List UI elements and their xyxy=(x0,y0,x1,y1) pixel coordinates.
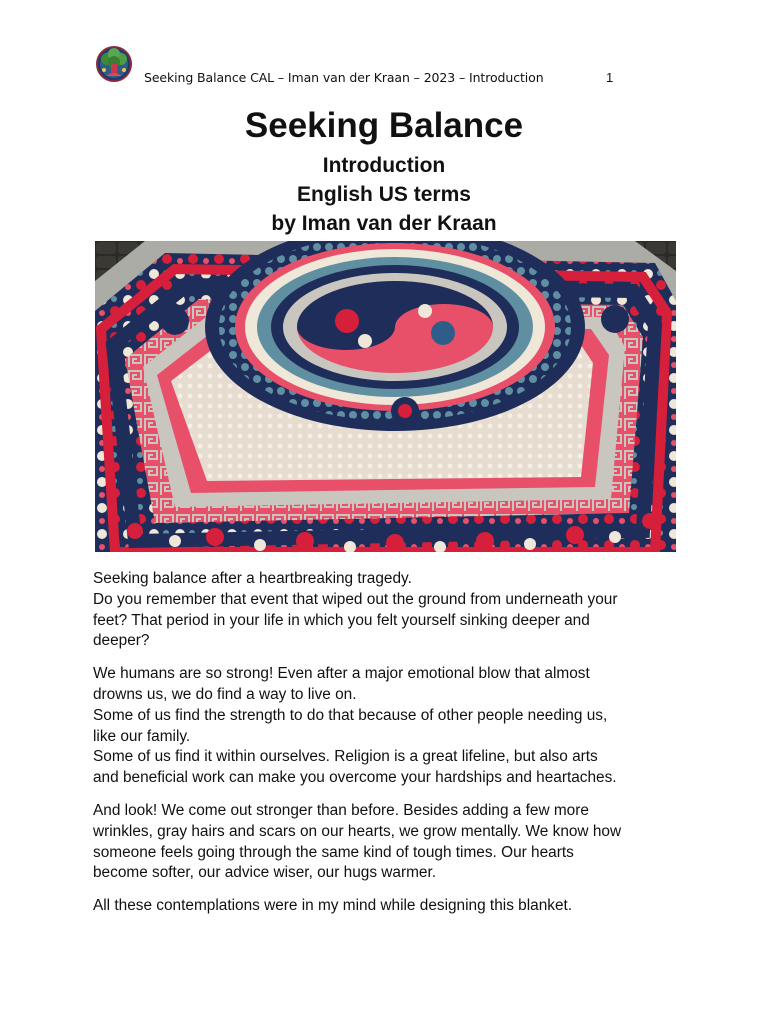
text-line: wrinkles, gray hairs and scars on our hearts, we grow mentally. We know how xyxy=(93,822,622,840)
text-line: someone feels going through the same kind of tough times. Our hearts xyxy=(93,843,574,861)
text-line: become softer, our advice wiser, our hugs warmer. xyxy=(93,864,437,882)
running-header-title: Seeking Balance CAL – Iman van der Kraan – 2023 – Introduction xyxy=(144,70,544,85)
crochet-blanket-photo xyxy=(95,241,676,552)
text-line: Some of us find it within ourselves. Religion is a great lifeline, but also arts xyxy=(93,748,598,766)
text-line: deeper? xyxy=(93,632,150,650)
text-line: and beneficial work can make you overcome your hardships and heartaches. xyxy=(93,769,617,787)
page-number: 1 xyxy=(606,70,614,85)
crochet-tree-logo-icon xyxy=(94,44,134,82)
subtitle-author: by Iman van der Kraan xyxy=(271,212,497,235)
paragraph-strength xyxy=(93,664,683,789)
document-title: Seeking Balance xyxy=(244,106,524,145)
text-line: Do you remember that event that wiped out the ground from underneath your xyxy=(93,590,618,608)
subtitle-introduction: Introduction xyxy=(322,154,446,177)
text-line: like our family. xyxy=(93,727,191,745)
subtitle-terms: English US terms xyxy=(297,183,471,206)
page-header xyxy=(94,44,614,84)
text-line: drowns us, we do find a way to live on. xyxy=(93,685,357,703)
text-line: We humans are so strong! Even after a major emotional blow that almost xyxy=(93,665,590,683)
text-line: Some of us find the strength to do that because of other people needing us, xyxy=(93,706,608,724)
text-line: And look! We come out stronger than before. Besides adding a few more xyxy=(93,801,589,819)
body-text xyxy=(93,569,683,929)
text-line: feet? That period in your life in which you felt yourself sinking deeper and xyxy=(93,611,590,629)
paragraph-stronger xyxy=(93,801,683,884)
paragraph-contemplations xyxy=(93,896,683,917)
text-line: All these contemplations were in my mind while designing this blanket. xyxy=(93,897,573,915)
paragraph-tragedy xyxy=(93,569,683,652)
text-line: Seeking balance after a heartbreaking tragedy. xyxy=(93,570,412,587)
